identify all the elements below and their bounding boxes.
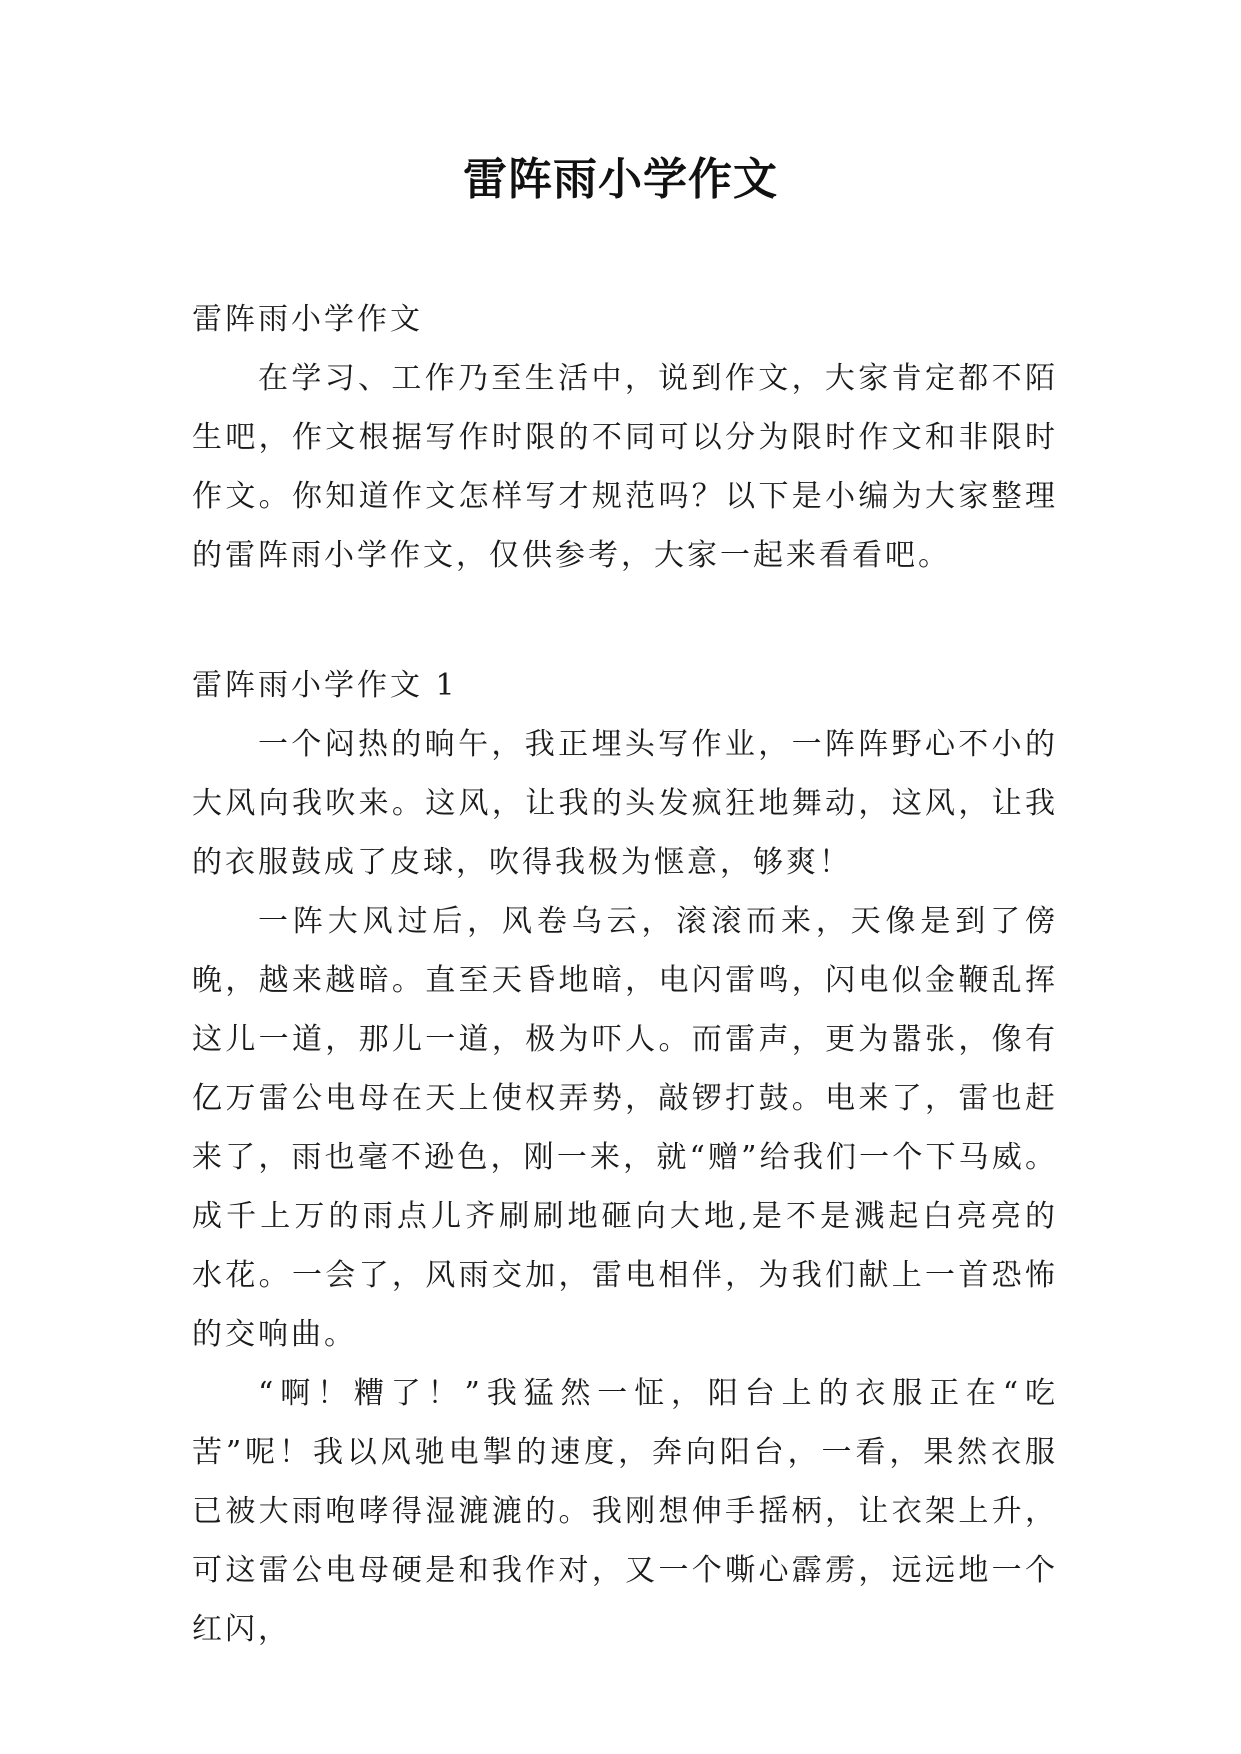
section-spacer: [192, 585, 1058, 656]
section-paragraph: 一阵大风过后，风卷乌云，滚滚而来，天像是到了傍晚，越来越暗。直至天昏地暗，电闪雷鸣，闪电似金鞭乱挥这儿一道，那儿一道，极为吓人。而雷声，更为嚣张，像有亿万雷公电母在天上使权弄势，敲锣打鼓。电来了，雷也赶来了，雨也毫不逊色，刚一来，就“赠”给我们一个下马威。成千上万的雨点儿齐刷刷地砸向大地,是不是溅起白亮亮的水花。一会了，风雨交加，雷电相伴，为我们献上一首恐怖的交响曲。: [192, 904, 1058, 1352]
section-paragraph: “啊！糟了！”我猛然一怔，阳台上的衣服正在“吃苦”呢！我以风驰电掣的速度，奔向阳台，一看，果然衣服已被大雨咆哮得湿漉漉的。我刚想伸手摇柄，让衣架上升，可这雷公电母硬是和我作对，又一个嘶心霹雳，远远地一个红闪，: [192, 1376, 1058, 1647]
document-body: [192, 290, 1058, 1659]
document-title: 雷阵雨小学作文: [463, 154, 778, 205]
intro-paragraph: 在学习、工作乃至生活中，说到作文，大家肯定都不陌生吧，作文根据写作时限的不同可以分为限时作文和非限时作文。你知道作文怎样写才规范吗？以下是小编为大家整理的雷阵雨小学作文，仅供参考，大家一起来看看吧。: [192, 361, 1058, 573]
section-heading: 雷阵雨小学作文 1: [192, 668, 458, 703]
section-paragraph: 一个闷热的晌午，我正埋头写作业，一阵阵野心不小的大风向我吹来。这风，让我的头发疯狂地舞动，这风，让我的衣服鼓成了皮球，吹得我极为惬意，够爽！: [192, 727, 1058, 880]
intro-heading: 雷阵雨小学作文: [192, 302, 423, 337]
